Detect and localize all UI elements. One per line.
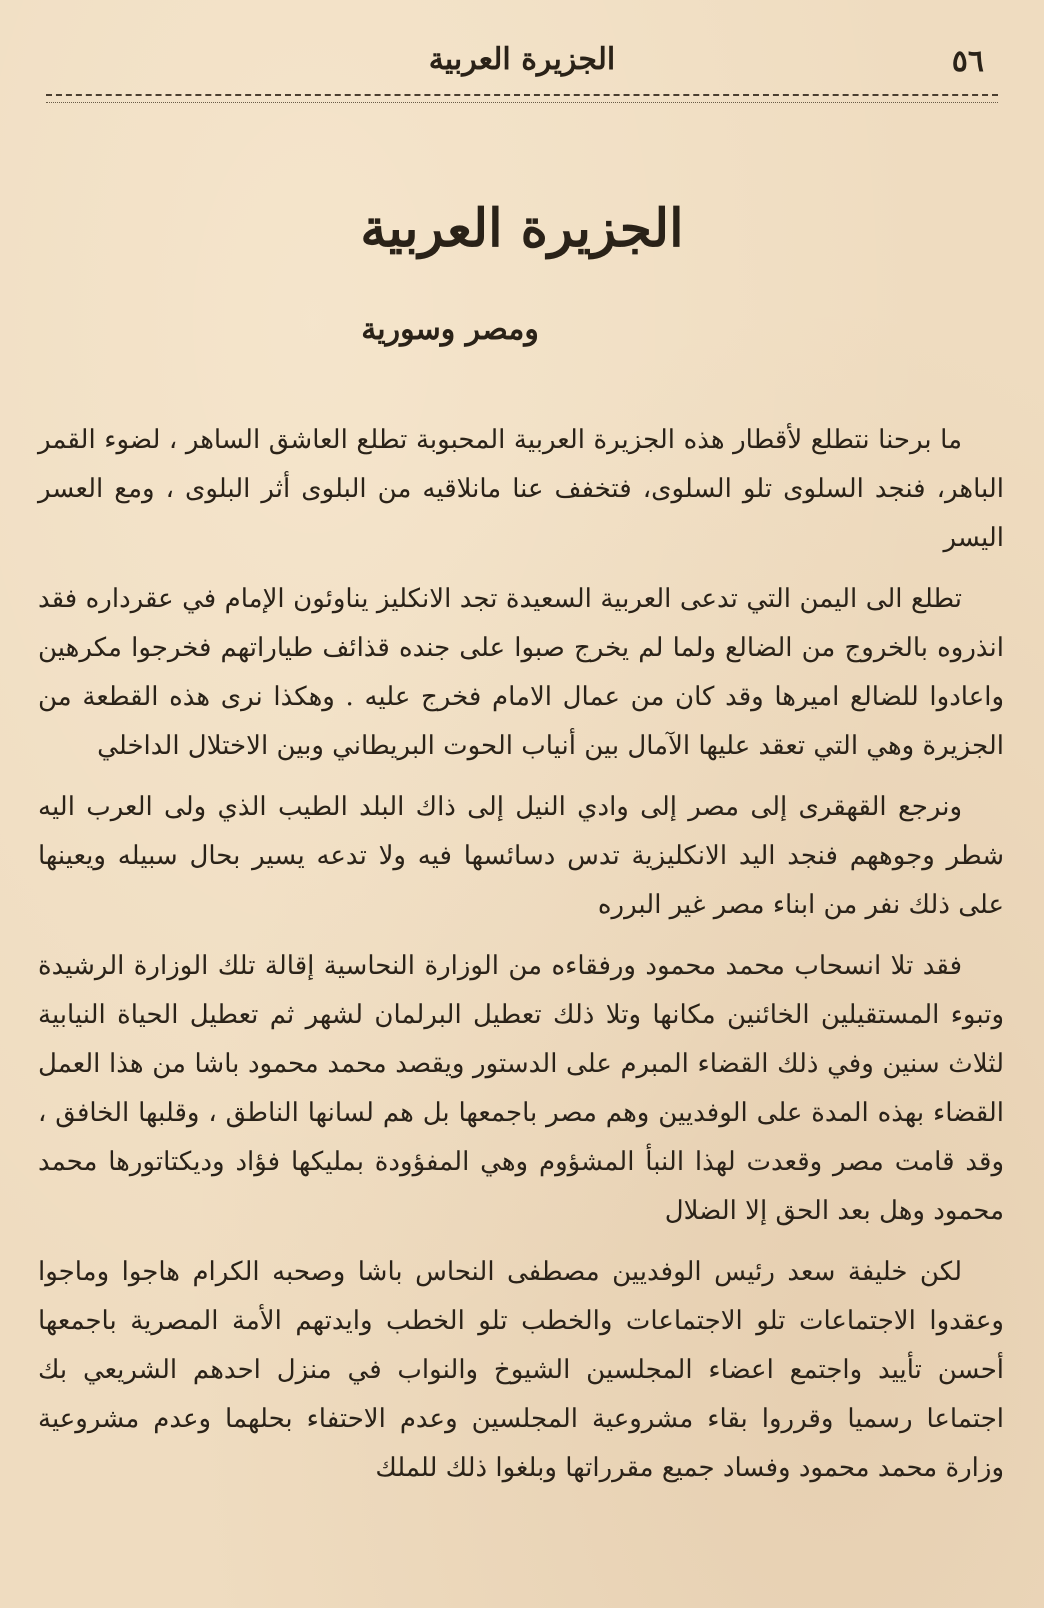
paragraph-4: فقد تلا انسحاب محمد محمود ورفقاءه من الوزارة النحاسية إقالة تلك الوزارة الرشيدة وتبوء المستقيلين الخائنين مكانها وتلا ذلك تعطيل البرلمان لشهر ثم تعطيل الحياة النيابية لثلاث سنين وفي ذلك القضاء المبرم على الدستور ويقصد محمد محمود باشا من هذا العمل القضاء بهذه المدة على الوفديين وهم مصر باجمعها بل هم لسانها الناطق ، وقلبها الخافق ، وقد قامت مصر وقعدت لهذا النبأ المشؤوم وهي المفؤودة بمليكها فؤاد وديكتاتورها محمد محمود وهل بعد الحق إلا الضلال <box>38 951 1004 1226</box>
article-body <box>38 416 1004 1493</box>
paragraph-2: تطلع الى اليمن التي تدعى العربية السعيدة تجد الانكليز يناوئون الإمام في عقرداره فقد انذروه بالخروج من الضالع ولما لم يخرج صبوا على جنده قذائف طياراتهم فخرجوا مكرهين واعادوا للضالع اميرها وقد كان من عمال الامام فخرج عليه . وهكذا نرى هذه القطعة من الجزيرة وهي التي تعقد عليها الآمال بين أنياب الحوت البريطاني وبين الاختلال الداخلي <box>38 584 1004 761</box>
article-subtitle: ومصر وسورية <box>361 312 539 347</box>
article-title: الجزيرة العربية <box>360 198 684 259</box>
paragraph-5: لكن خليفة سعد رئيس الوفديين مصطفى النحاس باشا وصحبه الكرام هاجوا وماجوا وعقدوا الاجتماعات تلو الاجتماعات والخطب تلو الخطب وايدتهم الأمة المصرية باجمعها أحسن تأييد واجتمع اعضاء المجلسين الشيوخ والنواب في منزل احدهم الشريعي بك اجتماعا رسميا وقرروا بقاء مشروعية المجلسين وعدم الاحتفاء بحلهما وعدم مشروعية وزارة محمد محمود وفساد جميع مقرراتها وبلغوا ذلك للملك <box>38 1257 1004 1483</box>
paragraph-3: ونرجع القهقرى إلى مصر إلى وادي النيل إلى ذاك البلد الطيب الذي ولى العرب اليه شطر وجوههم فنجد اليد الانكليزية تدس دسائسها فيه ولا تدعه يسير بحال سبيله ويعينها على ذلك نفر من ابناء مصر غير البرره <box>38 792 1004 920</box>
paragraph-1: ما برحنا نتطلع لأقطار هذه الجزيرة العربية المحبوبة تطلع العاشق الساهر ، لضوء القمر الباهر، فنجد السلوى تلو السلوى، فتخفف عنا مانلاقيه من البلوى أثر البلوى ، ومع العسر اليسر <box>38 425 1004 553</box>
page-number: ٥٦ <box>951 44 984 79</box>
header-rule <box>46 94 998 103</box>
running-head <box>60 38 984 84</box>
running-title: الجزيرة العربية <box>428 42 616 77</box>
